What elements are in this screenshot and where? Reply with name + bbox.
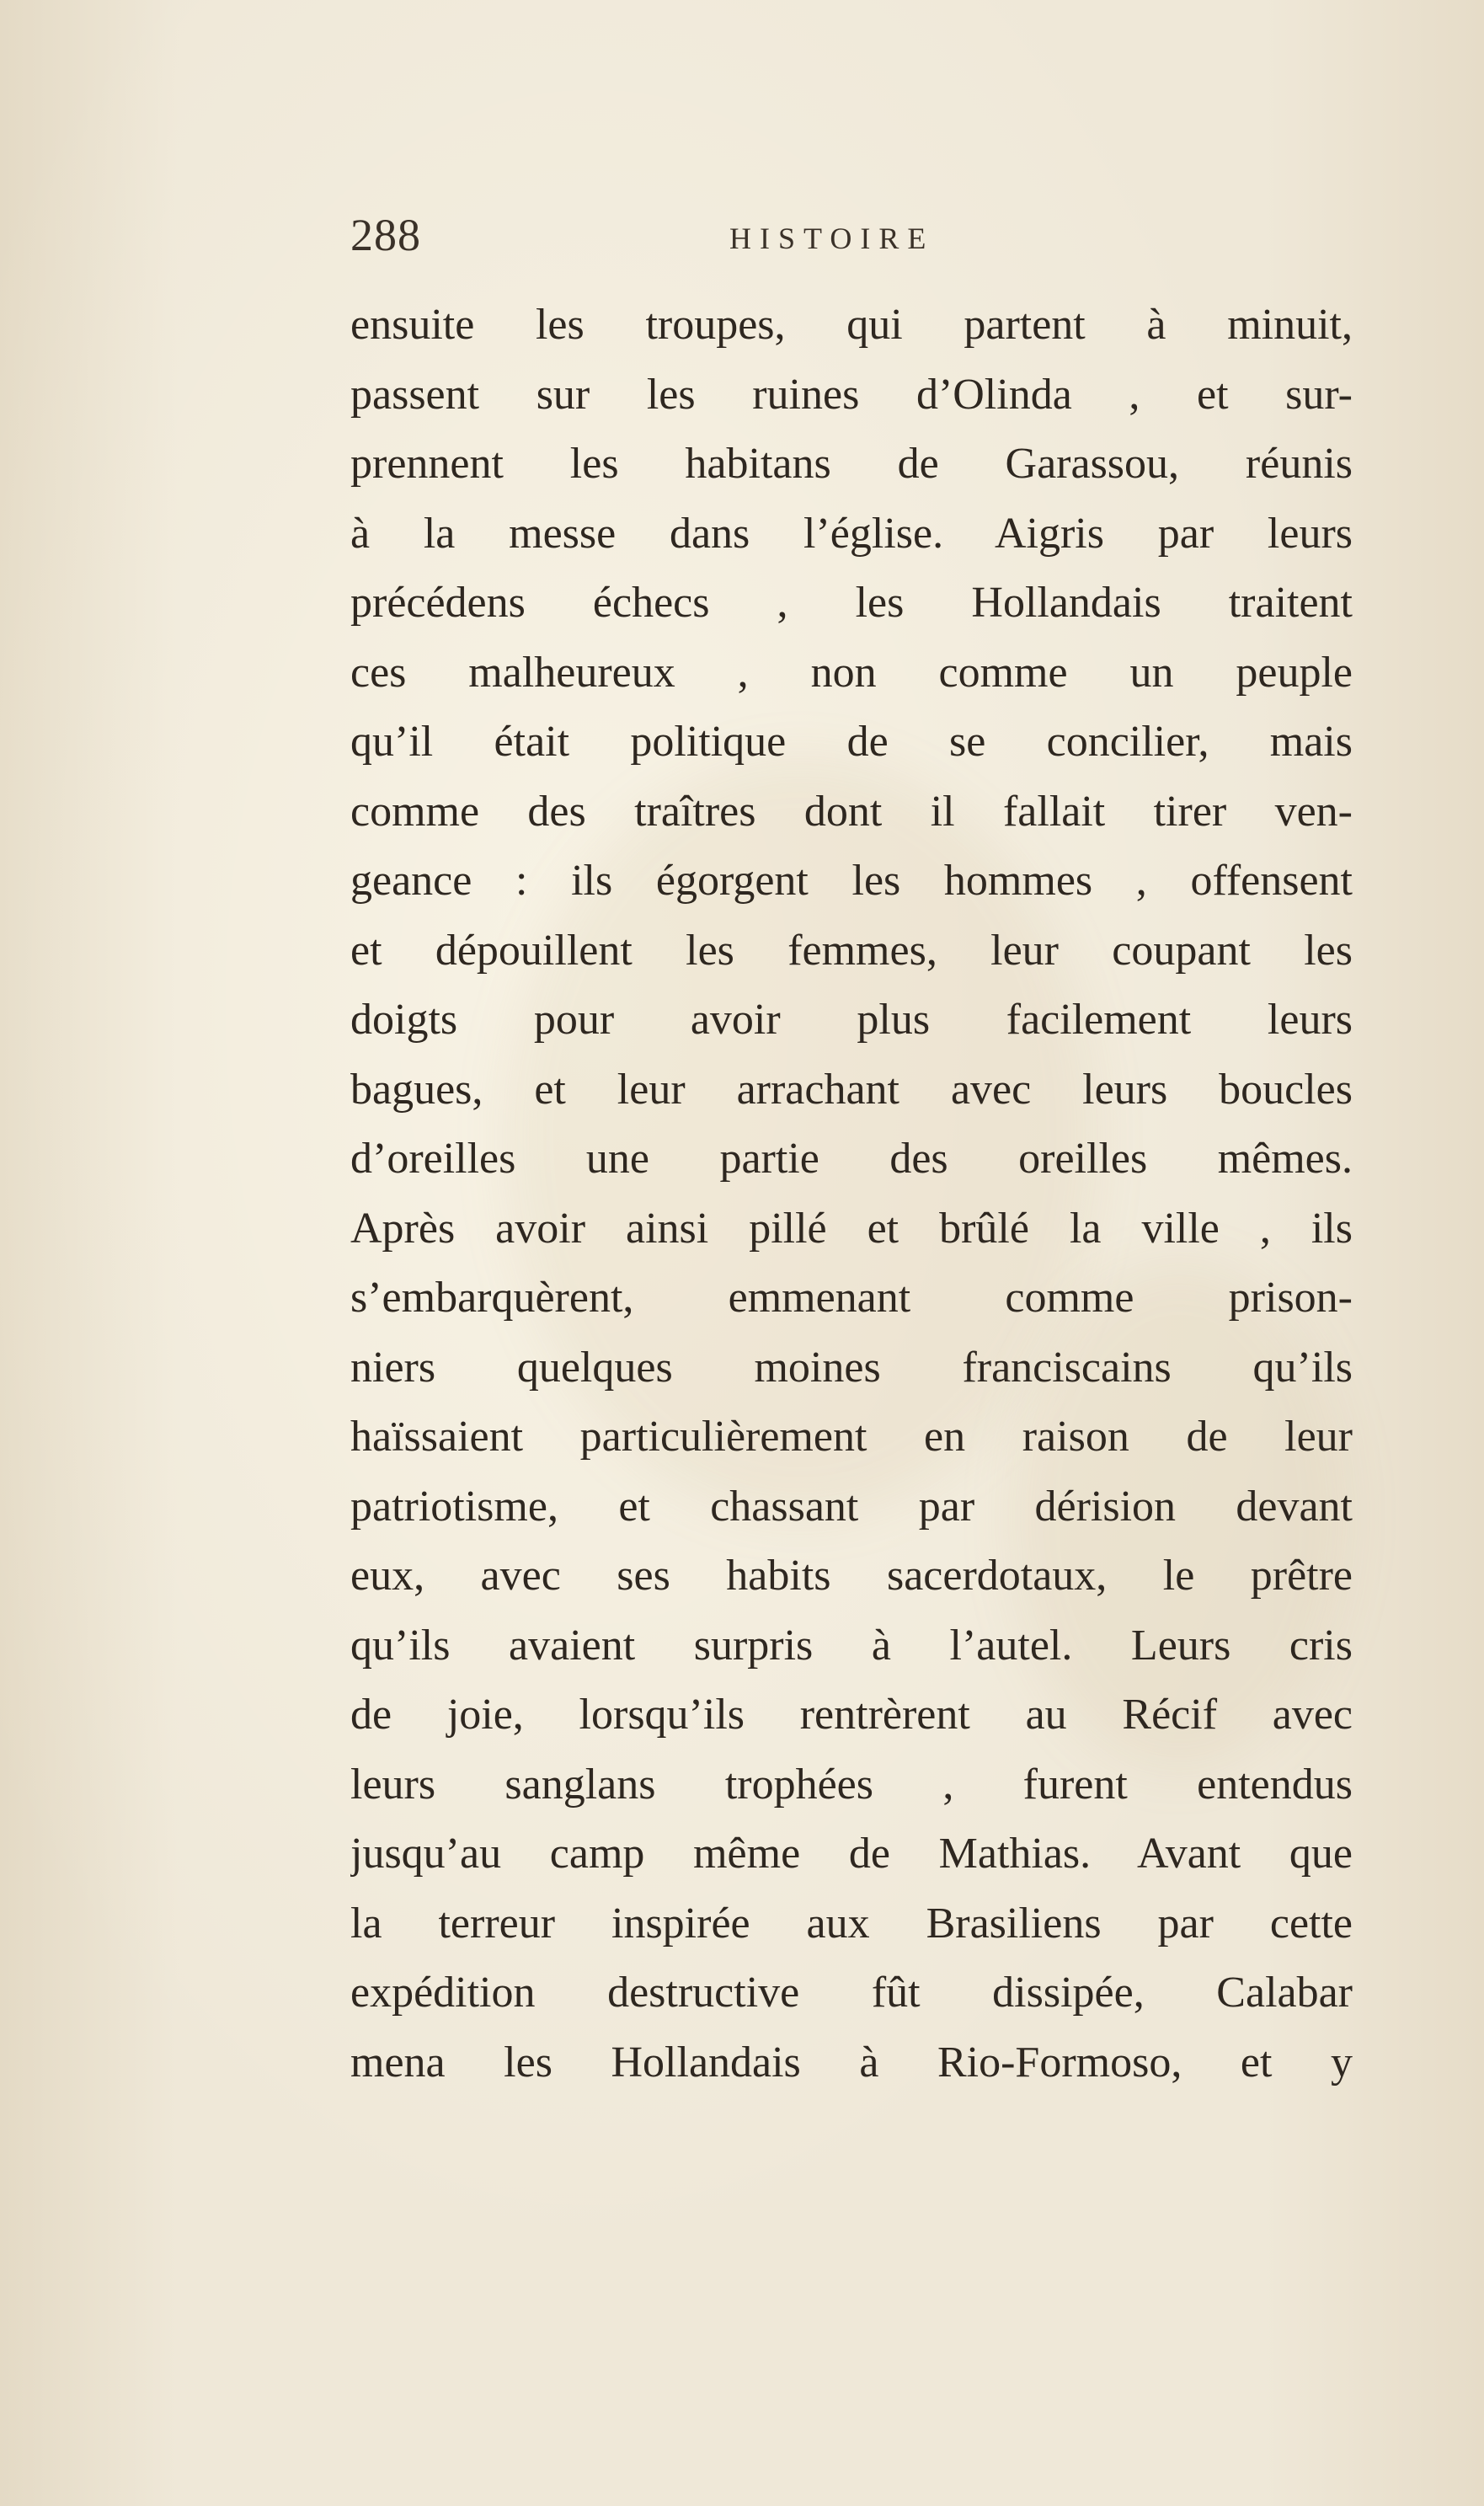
- text-line: la terreur inspirée aux Brasiliens par cette: [350, 1899, 1353, 1948]
- text-line: jusqu’au camp même de Mathias. Avant que: [350, 1830, 1353, 1878]
- text-line: à la messe dans l’église. Aigris par leurs: [350, 509, 1353, 558]
- text-line: geance : ils égorgent les hommes , offensent: [350, 857, 1353, 905]
- text-line: de joie, lorsqu’ils rentrèrent au Récif avec: [350, 1691, 1353, 1739]
- text-line: patriotisme, et chassant par dérision devant: [350, 1482, 1353, 1531]
- text-line: doigts pour avoir plus facilement leurs: [350, 996, 1353, 1044]
- text-line: et dépouillent les femmes, leur coupant les: [350, 926, 1353, 975]
- text-line: s’embarquèrent, emmenant comme prison-: [350, 1274, 1353, 1322]
- text-line: expédition destructive fût dissipée, Calabar: [350, 1969, 1353, 2017]
- text-line: Après avoir ainsi pillé et brûlé la ville , ils: [350, 1204, 1353, 1253]
- text-line: ensuite les troupes, qui partent à minuit,: [350, 301, 1353, 349]
- text-line: prennent les habitans de Garassou, réunis: [350, 440, 1353, 488]
- text-line: comme des traîtres dont il fallait tirer ven-: [350, 787, 1353, 836]
- body-text: [350, 291, 1353, 2097]
- text-line: passent sur les ruines d’Olinda , et sur-: [350, 370, 1353, 419]
- text-line: niers quelques moines franciscains qu’ils: [350, 1343, 1353, 1392]
- running-head: [350, 209, 1386, 268]
- text-line: d’oreilles une partie des oreilles mêmes.: [350, 1135, 1353, 1183]
- text-line: bagues, et leur arrachant avec leurs boucles: [350, 1065, 1353, 1114]
- running-title: HISTOIRE: [729, 222, 935, 255]
- text-line: précédens échecs , les Hollandais traitent: [350, 579, 1353, 627]
- text-line: mena les Hollandais à Rio-Formoso, et y: [350, 2038, 1353, 2087]
- text-line: leurs sanglans trophées , furent entendus: [350, 1760, 1353, 1809]
- text-line: ces malheureux , non comme un peuple: [350, 648, 1353, 697]
- text-line: qu’ils avaient surpris à l’autel. Leurs cris: [350, 1621, 1353, 1670]
- text-line: haïssaient particulièrement en raison de leur: [350, 1413, 1353, 1461]
- page-number: 288: [350, 210, 421, 260]
- text-line: qu’il était politique de se concilier, mais: [350, 718, 1353, 766]
- text-line: eux, avec ses habits sacerdotaux, le prêtre: [350, 1552, 1353, 1600]
